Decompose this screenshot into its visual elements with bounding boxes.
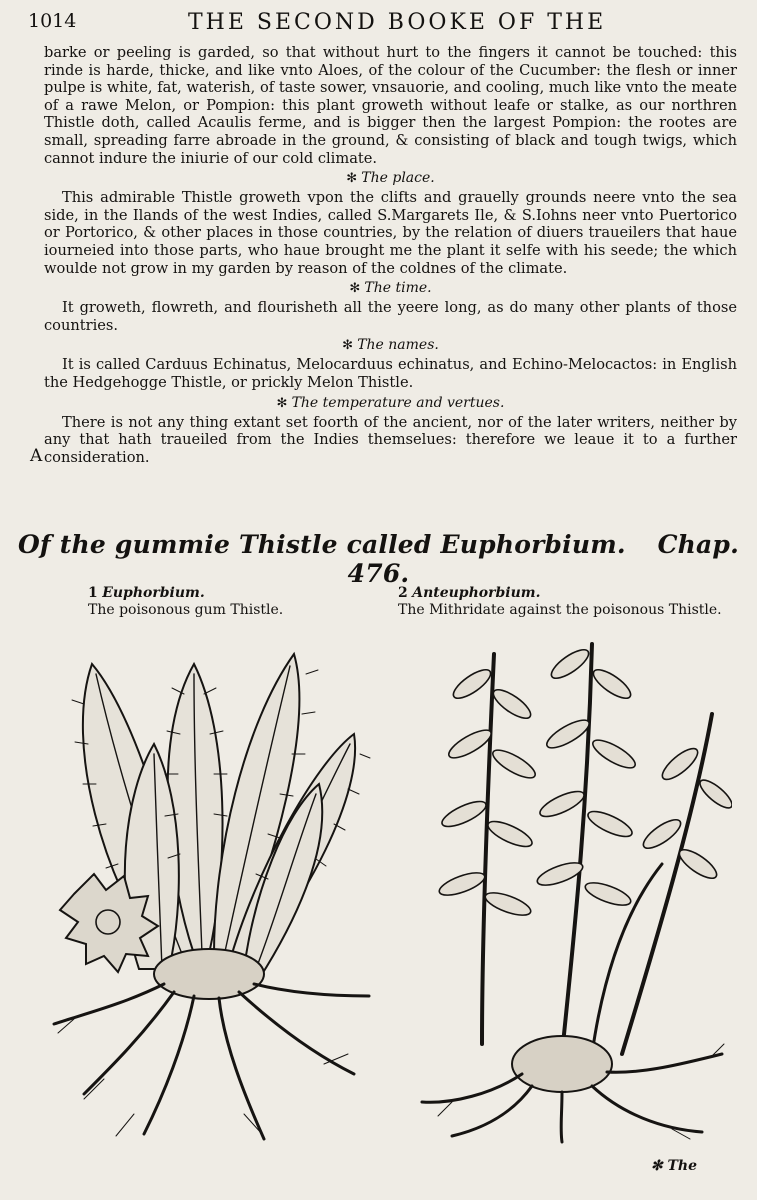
figure-latin-name: Euphorbium. [102, 585, 205, 601]
running-title: THE SECOND BOOKE OF THE [188, 10, 607, 35]
figure-2-caption [398, 585, 722, 619]
figure-latin-name: Anteuphorbium. [412, 585, 541, 601]
page-number: 1014 [28, 10, 77, 32]
root-system [422, 1036, 724, 1142]
chapter-heading [0, 530, 757, 588]
body-text [44, 44, 737, 466]
names-paragraph: It is called Carduus Echinatus, Melocarduus echinatus, and Echino-Melocactos: in English the Hedgehogge Thistle, or prickly Melon Thistle. [44, 356, 737, 391]
place-paragraph: This admirable Thistle groweth vpon the clifts and grauelly grounds neere vnto the sea side, in the Ilands of the west Indies, called S.Margarets Ile, & S.Iohns neer vnto Puertorico or Portorico, & other places in those countries, by the relation of diuers traueilers that haue iourneied into those parts, who haue brought me the plant it selfe with his seede; the which woulde not grow in my garden by reason of the coldnes of the climate. [44, 189, 737, 277]
fleuron-icon: ✻ [276, 395, 292, 411]
names-heading: ✻ The names. [342, 337, 439, 354]
fleuron-icon: ✻ [342, 338, 358, 354]
page-header [28, 8, 745, 40]
fleuron-icon: ✻ [349, 281, 365, 297]
root-system [54, 949, 369, 1139]
time-heading: ✻ The time. [349, 280, 432, 297]
figure-english-name: The Mithridate against the poisonous Thistle. [398, 602, 722, 618]
fleuron-icon: ✻ [650, 1158, 668, 1174]
intro-paragraph: barke or peeling is garded, so that without hurt to the fingers it cannot be touched: this rinde is harde, thicke, and like vnto Aloes, of the colour of the Cucumber: the flesh or inner pulpe is white, fat, waterish, of taste sower, vnsauorie, and cooling, much like vnto the meate of a rawe Melon, or Pompion: this plant groweth without leafe or stalke, as our northren Thistle doth, called Acaulis ferme, and is bigger then the largest Pompion: the rootes are small, spreading farre abroade in the ground, & consisting of black and tough twigs, which cannot indure the iniurie of our cold climate. [44, 44, 737, 167]
figure-english-name: The poisonous gum Thistle. [88, 602, 284, 618]
chapter-title: Of the gummie Thistle called Euphorbium. [17, 530, 626, 559]
figure-1-caption [88, 585, 283, 619]
temperature-heading: ✻ The temperature and vertues. [276, 394, 505, 411]
anteuphorbium-woodcut-illustration [412, 624, 732, 1144]
margin-letter: A [30, 446, 43, 466]
fleuron-icon: ✻ [346, 171, 362, 187]
figure-number: 2 [398, 585, 408, 601]
place-heading: ✻ The place. [346, 170, 435, 187]
euphorbium-woodcut-illustration [44, 624, 374, 1144]
temperature-paragraph: There is not any thing extant set foorth of the ancient, nor of the later writers, neither by any that hath traueiled from the Indies themselues: therefore we leaue it to a further consideration. [44, 413, 737, 466]
time-paragraph: It groweth, flowreth, and flourisheth all the yeere long, as do many other plants of those countries. [44, 299, 737, 334]
chapter-number: Chap. 476. [347, 530, 740, 588]
figure-number: 1 [88, 585, 98, 601]
catchword: ✻ The [650, 1158, 697, 1174]
